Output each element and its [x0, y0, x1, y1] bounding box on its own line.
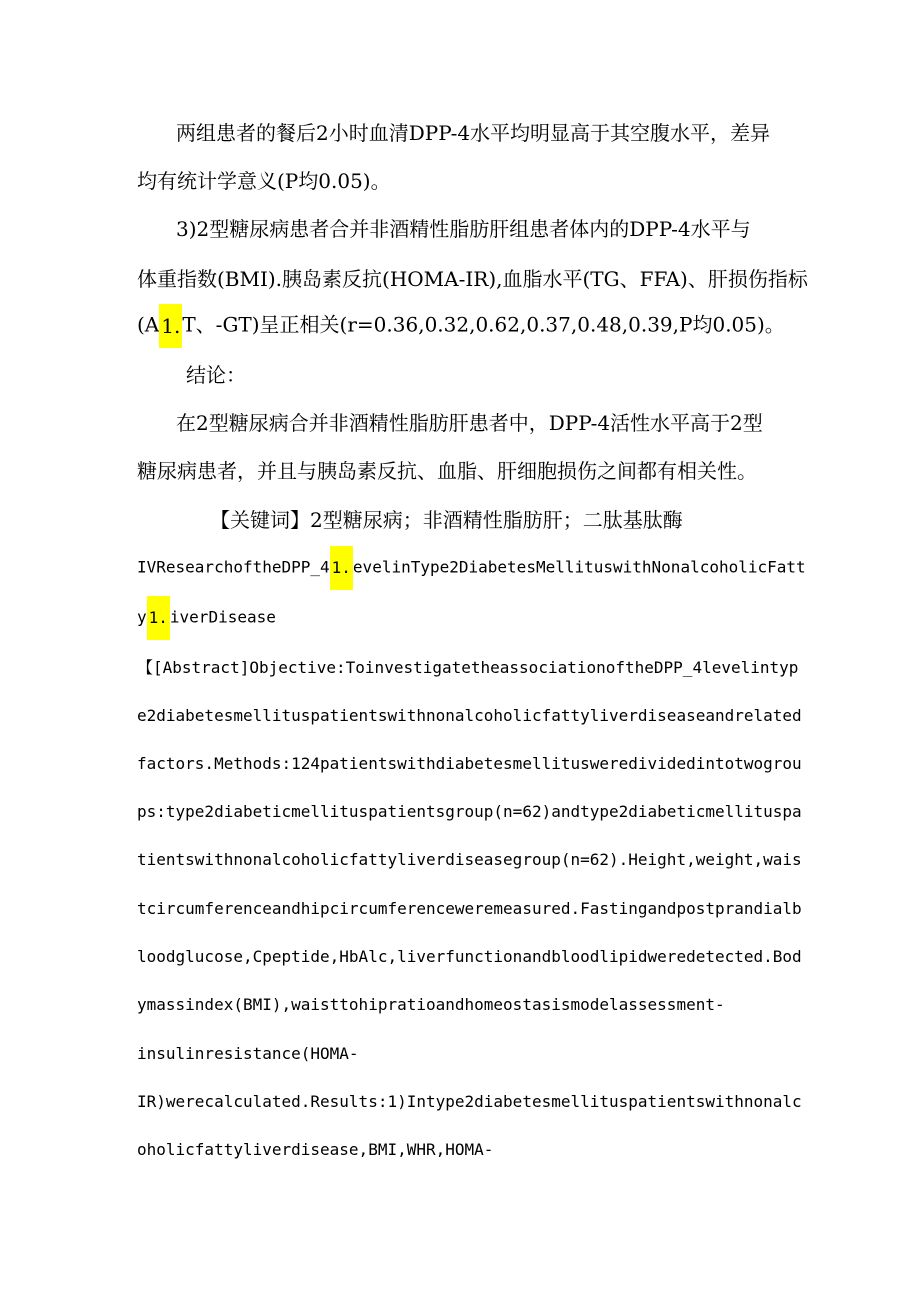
abstract-line: 【[Abstract]Objective:ToinvestigatetheassociationoftheDPP_4levelintyp — [137, 658, 799, 677]
abstract-line: ymassindex(BMI),waisttohipratioandhomeostasismodelassessment- — [137, 995, 725, 1014]
text-span: (A — [137, 312, 160, 337]
abstract-line: e2diabetesmellituspatientswithnonalcoholicfattyliverdiseaseandrelated — [137, 706, 802, 725]
text-span: IVResearchoftheDPP_4 — [137, 557, 330, 577]
abstract-line: tientswithnonalcoholicfattyliverdiseasegroup(n=62).Height,weight,wais — [137, 850, 802, 869]
english-title-line — [137, 546, 806, 590]
keywords-line: 【关键词】2型糖尿病；非酒精性脂肪肝；二肽基肽酶 — [210, 508, 683, 532]
text-span: evelinType2DiabetesMellituswithNonalcoholicFatt — [352, 557, 806, 577]
paragraph-line: 体重指数(BMI).胰岛素反抗(HOMA-IR),血脂水平(TG、FFA)、肝损伤指标 — [137, 267, 808, 291]
paragraph-line: 糖尿病患者，并且与胰岛素反抗、血脂、肝细胞损伤之间都有相关性。 — [137, 459, 757, 483]
paragraph-line: 两组患者的餐后2小时血清DPP-4水平均明显高于其空腹水平，差异 — [176, 121, 771, 145]
abstract-line: ps:type2diabeticmellituspatientsgroup(n=62)andtype2diabeticmellituspa — [137, 802, 802, 821]
abstract-line: factors.Methods:124patientswithdiabetesmellitusweredividedintotwogrou — [137, 754, 802, 773]
paragraph-line: 均有统计学意义(P均0.05)。 — [137, 169, 391, 193]
highlighted-text: 1. — [330, 546, 353, 590]
text-span: T、-GT)呈正相关(r=0.36,0.32,0.62,0.37,0.48,0.39,P均0.05)。 — [182, 312, 785, 337]
paragraph-line: 3)2型糖尿病患者合并非酒精性脂肪肝组患者体内的DPP-4水平与 — [176, 217, 751, 241]
abstract-line: loodglucose,Cpeptide,HbAlc,liverfunctionandbloodlipidweredetected.Bod — [137, 947, 802, 966]
english-title-line — [137, 596, 276, 640]
abstract-line: tcircumferenceandhipcircumferenceweremeasured.Fastingandpostprandialb — [137, 899, 802, 918]
abstract-line: oholicfattyliverdisease,BMI,WHR,HOMA- — [137, 1140, 494, 1159]
abstract-line: IR)werecalculated.Results:1)Intype2diabetesmellituspatientswithnonalc — [137, 1092, 802, 1111]
text-span: y — [137, 607, 147, 627]
text-span: iverDisease — [169, 607, 276, 627]
abstract-line: insulinresistance(HOMA- — [137, 1044, 359, 1063]
section-heading-conclusion: 结论： — [186, 363, 246, 387]
highlighted-text: 1. — [159, 304, 182, 348]
highlighted-text: 1. — [147, 596, 170, 640]
paragraph-line — [137, 304, 785, 348]
paragraph-line: 在2型糖尿病合并非酒精性脂肪肝患者中，DPP-4活性水平高于2型 — [176, 411, 763, 435]
